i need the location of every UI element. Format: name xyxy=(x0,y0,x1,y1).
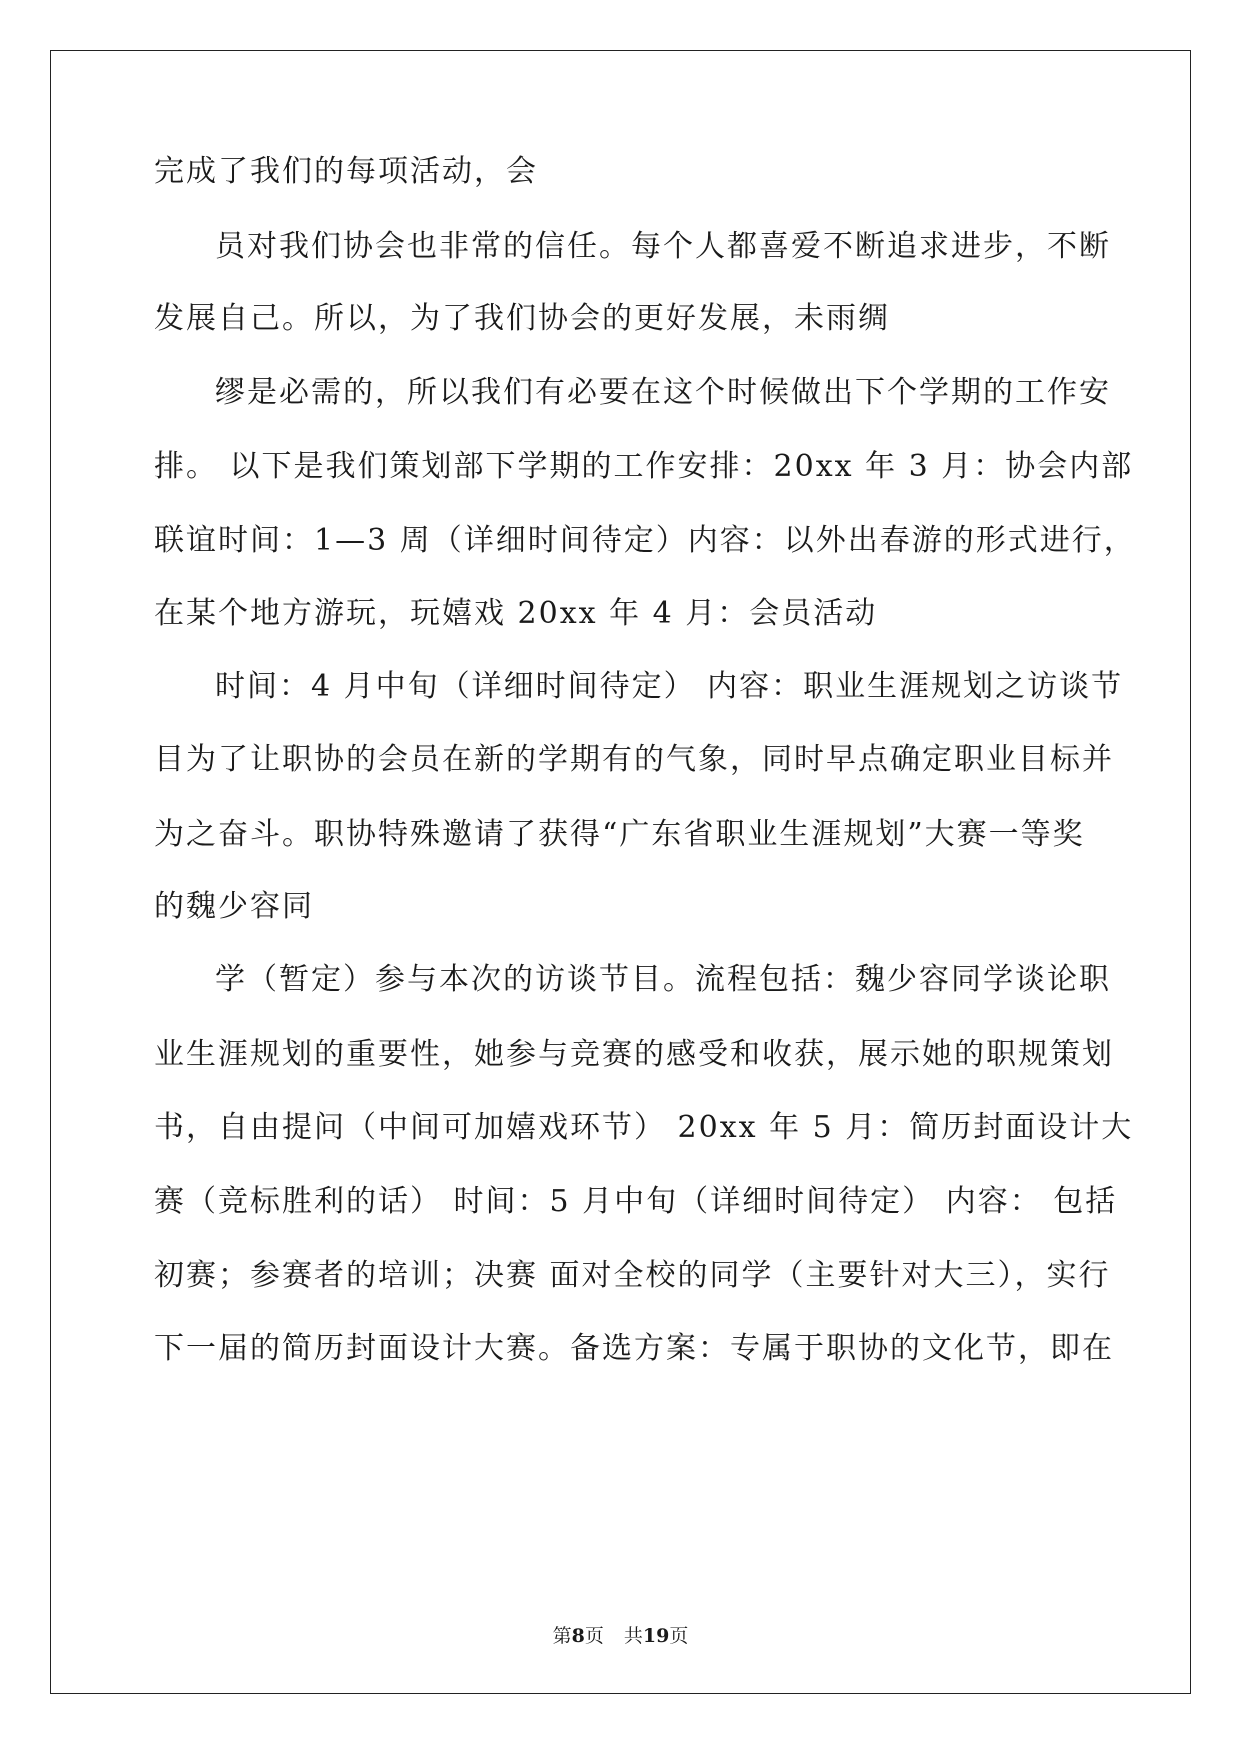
page-footer xyxy=(0,1624,1241,1648)
text-line-16: 初赛；参赛者的培训；决赛 面对全校的同学（主要针对大三），实行 xyxy=(154,1258,1111,1293)
total-suffix: 页 xyxy=(669,1625,689,1647)
text-line-11: 的魏少容同 xyxy=(154,889,314,924)
text-line-4: 缪是必需的，所以我们有必要在这个时候做出下个学期的工作安 xyxy=(215,375,1111,410)
text-line-12: 学（暂定）参与本次的访谈节目。流程包括：魏少容同学谈论职 xyxy=(215,962,1111,997)
text-line-15: 赛（竞标胜利的话） 时间：5 月中旬（详细时间待定） 内容： 包括 xyxy=(154,1184,1118,1219)
page-prefix: 第 xyxy=(552,1625,572,1647)
page-number: 8 xyxy=(571,1625,585,1647)
text-line-7: 在某个地方游玩，玩嬉戏 20xx 年 4 月：会员活动 xyxy=(154,596,878,631)
text-line-2: 员对我们协会也非常的信任。每个人都喜爱不断追求进步，不断 xyxy=(215,229,1111,264)
text-line-14: 书，自由提问（中间可加嬉戏环节） 20xx 年 5 月：简历封面设计大 xyxy=(154,1110,1134,1145)
page-border xyxy=(50,50,1191,1694)
text-line-6: 联谊时间：1—3 周（详细时间待定）内容：以外出春游的形式进行， xyxy=(154,523,1136,558)
total-pages: 19 xyxy=(642,1625,670,1647)
text-line-10: 为之奋斗。职协特殊邀请了获得“广东省职业生涯规划”大赛一等奖 xyxy=(154,817,1085,852)
text-line-3: 发展自己。所以，为了我们协会的更好发展，未雨绸 xyxy=(154,301,890,336)
text-line-8: 时间：4 月中旬（详细时间待定） 内容：职业生涯规划之访谈节 xyxy=(215,669,1124,704)
text-line-9: 目为了让职协的会员在新的学期有的气象，同时早点确定职业目标并 xyxy=(154,742,1114,777)
text-line-1: 完成了我们的每项活动，会 xyxy=(154,154,538,189)
page-suffix: 页 xyxy=(584,1625,604,1647)
text-line-5: 排。 以下是我们策划部下学期的工作安排：20xx 年 3 月：协会内部 xyxy=(154,449,1134,484)
text-line-13: 业生涯规划的重要性，她参与竞赛的感受和收获，展示她的职规策划 xyxy=(154,1037,1114,1072)
total-prefix: 共 xyxy=(623,1625,643,1647)
text-line-17: 下一届的简历封面设计大赛。备选方案：专属于职协的文化节，即在 xyxy=(154,1331,1114,1366)
